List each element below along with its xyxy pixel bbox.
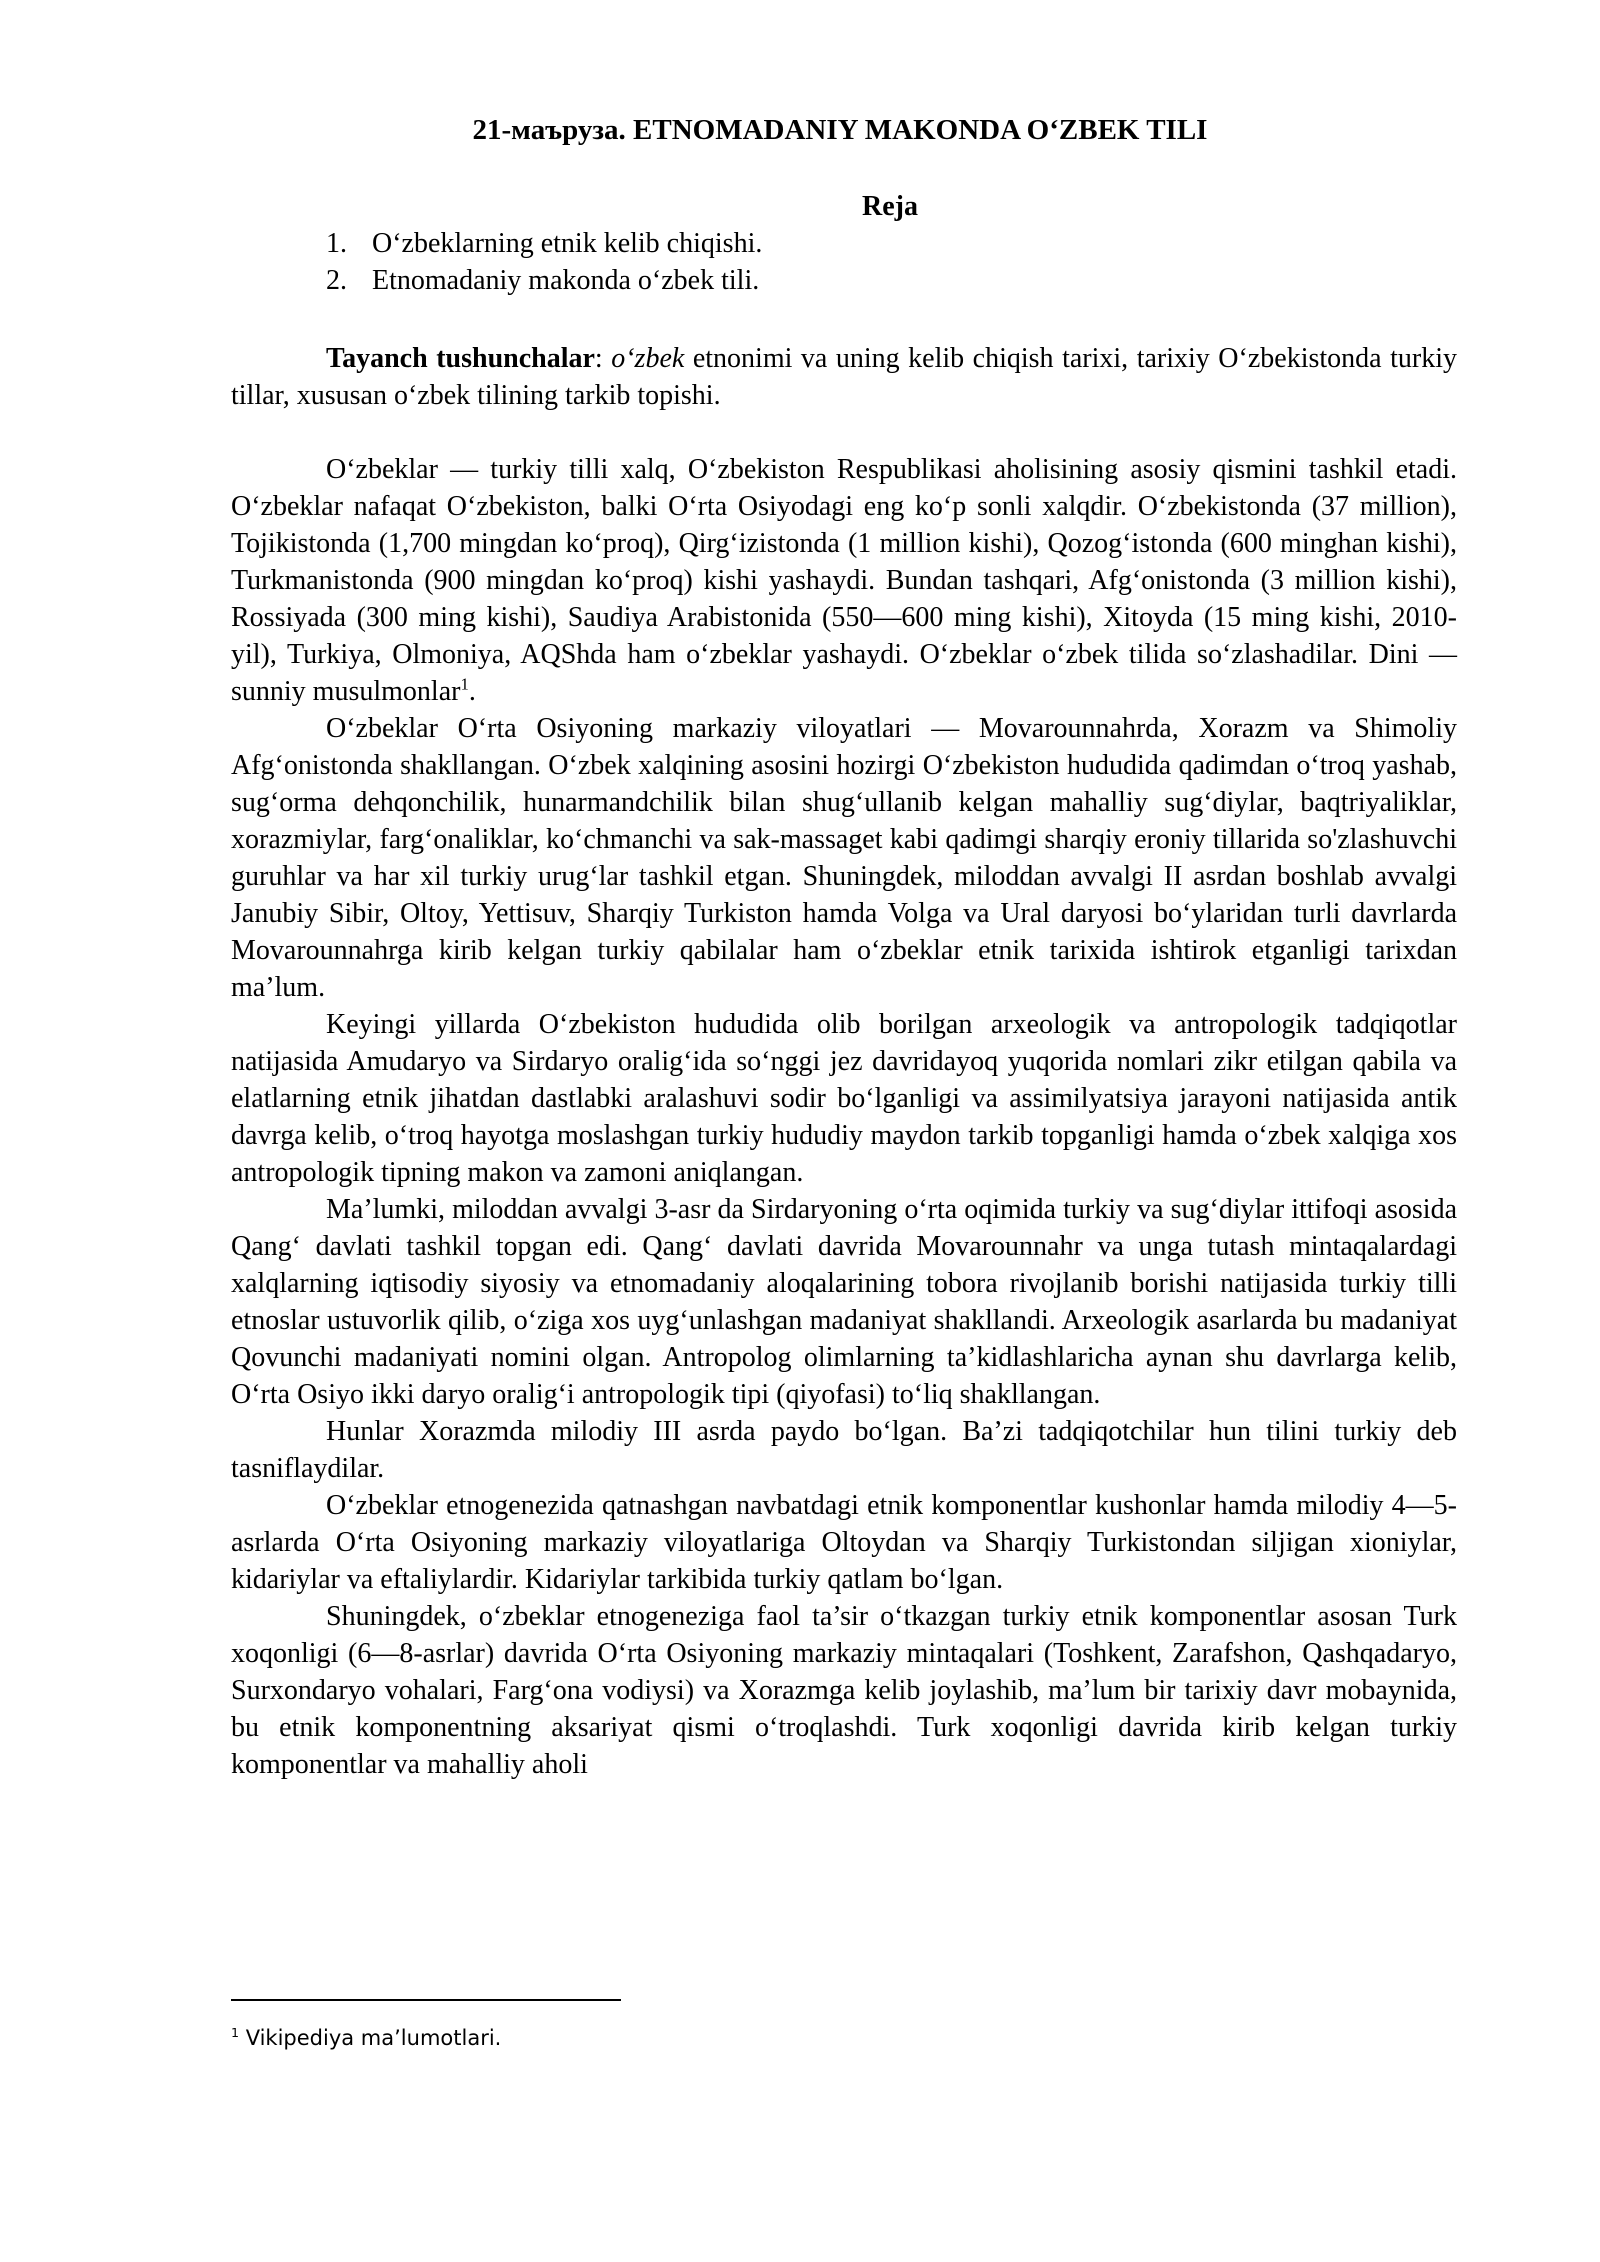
key-concepts-text: etnonimi va uning kelib chiqish tarixi, tarixiy O‘zbekistonda turkiy tillar, xususan o‘zbek tilining tarkib topishi. — [231, 343, 1457, 411]
paragraph — [231, 451, 1457, 710]
key-concepts-colon: : — [594, 343, 612, 374]
plan-item-text: Etnomadaniy makonda o‘zbek tili. — [372, 265, 760, 296]
paragraph: Hunlar Xorazmda milodiy III asrda paydo bo‘lgan. Ba’zi tadqiqotchilar hun tilini turkiy deb tasniflaydilar. — [231, 1416, 1457, 1484]
plan-item — [326, 225, 1426, 262]
plan-item-number: 1. — [326, 228, 347, 259]
paragraph: O‘zbeklar etnogenezida qatnashgan navbatdagi etnik komponentlar kushonlar hamda milodiy 4—5-asrlarda O‘rta Osiyoning markaziy viloyatlariga Oltoydan va Sharqiy Turkistondan siljigan xioniylar, kidariylar va eftaliylardir. Kidariylar tarkibida turkiy qatlam bo‘lgan. — [231, 1490, 1457, 1595]
plan-item-number: 2. — [326, 265, 347, 296]
footnote-mark: 1 — [231, 2025, 240, 2040]
paragraph-end: . — [468, 676, 476, 707]
body-text — [231, 340, 1457, 1783]
plan-item-text: O‘zbeklarning etnik kelib chiqishi. — [372, 228, 763, 259]
footnote — [231, 2024, 1031, 2052]
lecture-title: 21-маъруза. ETNOMADANIY MAKONDA O‘ZBEK TILI — [472, 114, 1208, 146]
paragraph: Ma’lumki, miloddan avvalgi 3-asr da Sirdaryoning o‘rta oqimida turkiy va sug‘diylar ittifoqi asosida Qang‘ davlati tashkil topgan edi. Qang‘ davlati davrida Movarounnahr va unga tutash mintaqalardagi xalqlarning iqtisodiy siyosiy va etnomadaniy aloqalarining tobora rivojlanib borishi natijasida turkiy tilli etnoslar ustuvorlik qilib, o‘ziga xos uyg‘unlashgan madaniyat shakllandi. Arxeologik asarlarda bu madaniyat Qovunchi madaniyati nomini olgan. Antropolog olimlarning ta’kidlashlaricha aynan shu davrlarga kelib, O‘rta Osiyo ikki daryo oralig‘i antropologik tipi (qiyofasi) to‘liq shakllangan. — [231, 1194, 1457, 1410]
plan-heading: Reja — [862, 191, 918, 222]
key-concepts-italic-term: o‘zbek — [611, 343, 685, 374]
paragraph-text: O‘zbeklar — turkiy tilli xalq, O‘zbekiston Respublikasi aholisining asosiy qismini tashkil etadi. O‘zbeklar nafaqat O‘zbekiston, balki O‘rta Osiyodagi eng ko‘p sonli xalqdir. O‘zbekistonda (37 million), Tojikistonda (1,700 mingdan ko‘proq), Qirg‘izistonda (1 million kishi), Qozog‘istonda (600 minghan kishi), Turkmanistonda (900 mingdan ko‘proq) kishi yashaydi. Bundan tashqari, Afg‘onistonda (3 million kishi), Rossiyada (300 ming kishi), Saudiya Arabistonida (550—600 ming kishi), Xitoyda (15 ming kishi, 2010-yil), Turkiya, Olmoniya, AQShda ham o‘zbeklar yashaydi. O‘zbeklar o‘zbek tilida so‘zlashadilar. Dini — sunniy musulmonlar — [231, 454, 1457, 707]
paragraph: O‘zbeklar O‘rta Osiyoning markaziy viloyatlari — Movarounnahrda, Xorazm va Shimoliy Afg‘onistonda shakllangan. O‘zbek xalqining asosini hozirgi O‘zbekiston hududida qadimdan o‘troq yashab, sug‘orma dehqonchilik, hunarmandchilik bilan shug‘ullanib kelgan mahalliy sug‘diylar, baqtriyaliklar, xorazmiylar, farg‘onaliklar, ko‘chmanchi va sak-massaget kabi qadimgi sharqiy eroniy tillarida so'zlashuvchi guruhlar va har xil turkiy urug‘lar tashkil etgan. Shuningdek, miloddan avvalgi II asrdan boshlab avvalgi Janubiy Sibir, Oltoy, Yettisuv, Sharqiy Turkiston hamda Volga va Ural daryosi bo‘ylaridan turli davrlarda Movarounnahrga kirib kelgan turkiy qabilalar ham o‘zbeklar etnik tarixida ishtirok etganligi tarixdan ma’lum. — [231, 713, 1457, 1003]
footnote-reference[interactable]: 1 — [460, 674, 469, 694]
key-concepts-paragraph — [231, 340, 1457, 414]
paragraph: Shuningdek, o‘zbeklar etnogeneziga faol ta’sir o‘tkazgan turkiy etnik komponentlar asosan Turk xoqonligi (6—8-asrlar) davrida O‘rta Osiyoning markaziy mintaqalari (Toshkent, Zarafshon, Qashqadaryo, Surxondaryo vohalari, Farg‘ona vodiysi) va Xorazmga kelib joylashib, ma’lum bir tarixiy davr mobaynida, bu etnik komponentning aksariyat qismi o‘troqlashdi. Turk xoqonligi davrida kirib kelgan turkiy komponentlar va mahalliy aholi — [231, 1601, 1457, 1780]
plan-item — [326, 262, 1426, 299]
paragraph: Keyingi yillarda O‘zbekiston hududida olib borilgan arxeologik va antropologik tadqiqotlar natijasida Amudaryo va Sirdaryo oralig‘ida so‘nggi jez davridayoq yuqorida nomlari zikr etilgan qabila va elatlarning etnik jihatdan dastlabki aralashuvi sodir bo‘lganligi va assimilyatsiya jarayoni natijasida antik davrga kelib, o‘troq hayotga moslashgan turkiy hududiy maydon tarkib topganligi hamda o‘zbek xalqiga xos antropologik tipning makon va zamoni aniqlangan. — [231, 1009, 1457, 1188]
plan-list — [326, 225, 1426, 299]
footnote-separator — [231, 1999, 621, 2001]
footnote-text: Vikipediya ma’lumotlari. — [239, 2026, 502, 2050]
key-concepts-label: Tayanch tushunchalar — [326, 343, 595, 374]
